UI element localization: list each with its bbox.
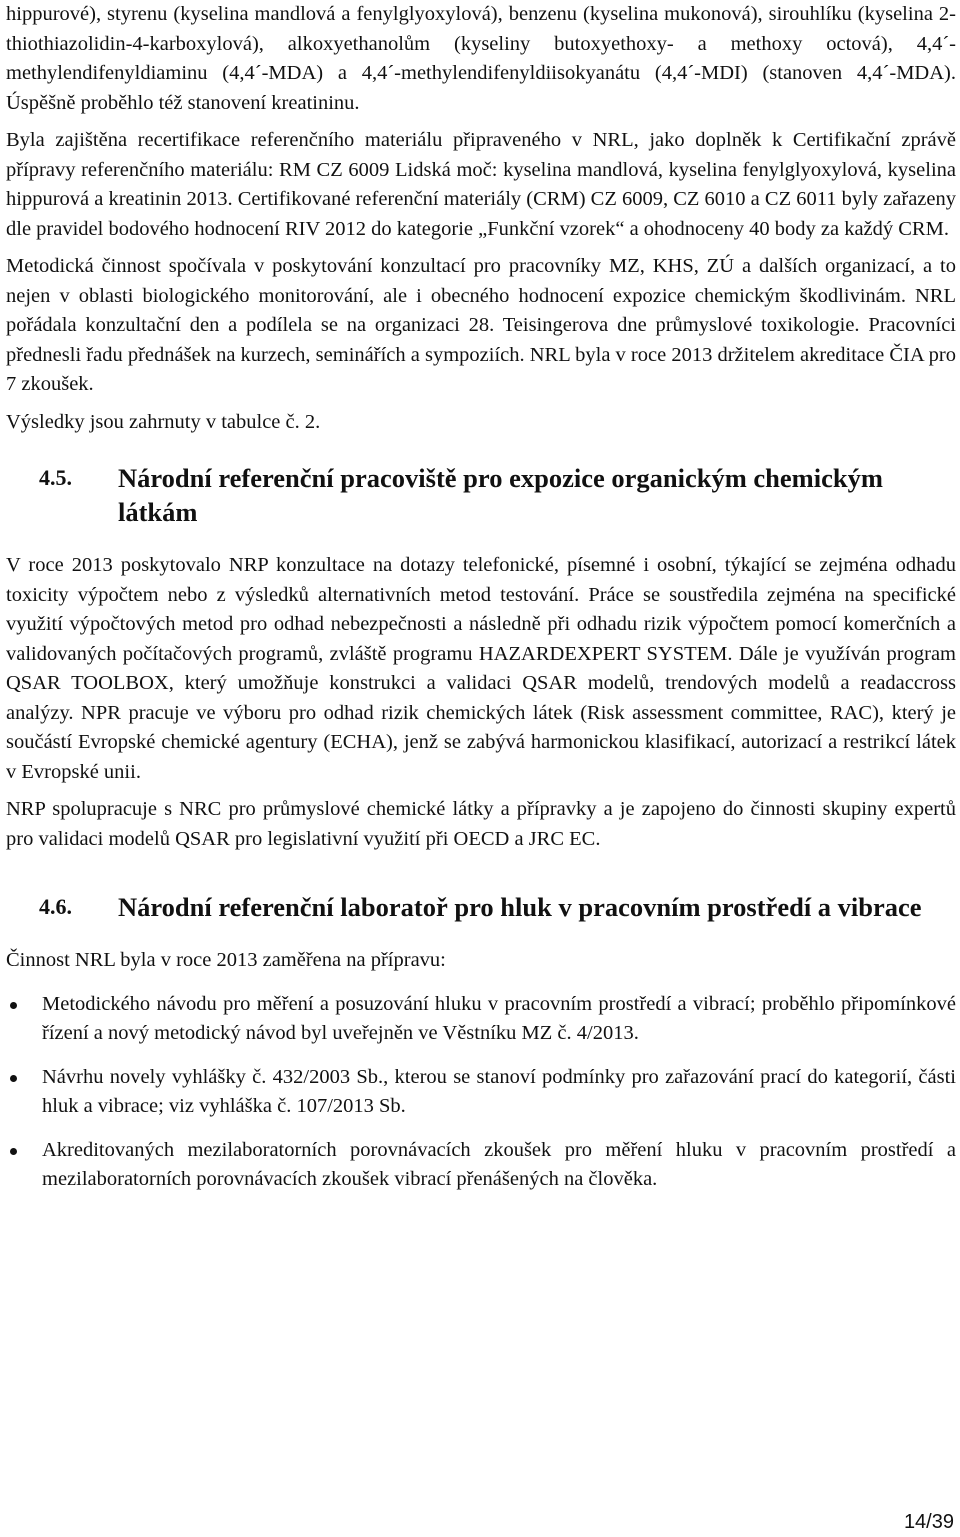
section-heading-4-6 — [6, 890, 956, 924]
list-item — [6, 990, 956, 1049]
page-number: 14/39 — [903, 1511, 954, 1533]
section-number: 4.6. — [39, 894, 72, 919]
section-title: Národní referenční laboratoř pro hluk v pracovním prostředí a vibrace — [118, 892, 922, 922]
list-item — [6, 1136, 956, 1195]
paragraph-methodical-activity: Metodická činnost spočívala v poskytování konzultací pro pracovníky MZ, KHS, ZÚ a dalších organizací, a to nejen v oblasti biologického monitorování, ale i obecného hodnocení expozice chemickým škodlivinám. NRL pořádala konzultační den a podílela se na organizaci 28. Teisingerova dne průmyslové toxikologie. Pracovníci přednesli řadu přednášek na kurzech, seminářích a sympoziích. NRL byla v roce 2013 držitelem akreditace ČIA pro 7 zkoušek. — [6, 255, 956, 395]
list-item-text: Metodického návodu pro měření a posuzování hluku v pracovním prostředí a vibrací; proběhlo připomínkové řízení a nový metodický návod byl uveřejněn ve Věstníku MZ č. 4/2013. — [42, 992, 956, 1044]
paragraph-results-reference: Výsledky jsou zahrnuty v tabulce č. 2. — [6, 410, 321, 433]
bullet-icon — [10, 1002, 17, 1009]
document-page — [6, 0, 956, 1195]
paragraph-nrl-intro: Činnost NRL byla v roce 2013 zaměřena na přípravu: — [6, 949, 446, 971]
list-item-text: Návrhu novely vyhlášky č. 432/2003 Sb., kterou se stanoví podmínky pro zařazování prací do kategorií, části hluk a vibrace; viz vyhláška č. 107/2013 Sb. — [42, 1065, 956, 1117]
paragraph-nrp-consultations: V roce 2013 poskytovalo NRP konzultace na dotazy telefonické, písemné i osobní, týkající se zejména odhadu toxicity výpočtem nebo z výsledků alternativních metod testování. Práce se soustředila zejména na specifické využití výpočtových metod pro odhad nebezpečnosti a následně při odhadu rizik výpočtem pomocí komerčních a validovaných počítačových programů, zvláště programu HAZARDEXPERT SYSTEM. Dále je využíván program QSAR TOOLBOX, který umožňuje konstrukci a validaci QSAR modelů, trendových modelů a readaccross analýzy. NPR pracuje ve výboru pro odhad rizik chemických látek (Risk assessment committee, RAC), který je součástí Evropské chemické agentury (ECHA), jenž se zabývá harmonickou klasifikací, autorizací a restrikcí látek v Evropské unii. — [6, 554, 956, 783]
section-title: Národní referenční pracoviště pro expozice organickým chemickým látkám — [118, 463, 883, 527]
bullet-icon — [10, 1148, 17, 1155]
paragraph-nrp-cooperation: NRP spolupracuje s NRC pro průmyslové chemické látky a přípravky a je zapojeno do činnosti skupiny expertů pro validaci modelů QSAR pro legislativní využití při OECD a JRC EC. — [6, 798, 956, 850]
paragraph-biomonitoring-methods: hippurové), styrenu (kyselina mandlová a fenylglyoxylová), benzenu (kyselina mukonová), sirouhlíku (kyselina 2-thiothiazolidin-4-karboxylová), alkoxyethanolům (kyseliny butoxyethoxy- a methoxy octová), 4,4´-methylendifenyldiaminu (4,4´-MDA) a 4,4´-methylendifenyldiisokyanátu (4,4´-MDI) (stanoven 4,4´-MDA). Úspěšně proběhlo též stanovení kreatininu. — [6, 3, 956, 114]
paragraph-recertification: Byla zajištěna recertifikace referenčního materiálu připraveného v NRL, jako doplněk k Certifikační zprávě přípravy referenčního materiálu: RM CZ 6009 Lidská moč: kyselina mandlová, kyselina fenylglyoxylová, kyselina hippurová a kreatinin 2013. Certifikované referenční materiály (CRM) CZ 6009, CZ 6010 a CZ 6011 byly zařazeny dle pravidel bodového hodnocení RIV 2012 do kategorie „Funkční vzorek“ a ohodnoceny 40 body za každý CRM. — [6, 129, 956, 240]
list-item-text: Akreditovaných mezilaboratorních porovnávacích zkoušek pro měření hluku v pracovním prostředí a mezilaboratorních porovnávacích zkoušek vibrací přenášených na člověka. — [42, 1138, 956, 1190]
activity-list — [6, 990, 956, 1195]
section-number: 4.5. — [39, 465, 72, 490]
section-heading-4-5 — [6, 461, 956, 529]
bullet-icon — [10, 1075, 17, 1082]
list-item — [6, 1063, 956, 1122]
